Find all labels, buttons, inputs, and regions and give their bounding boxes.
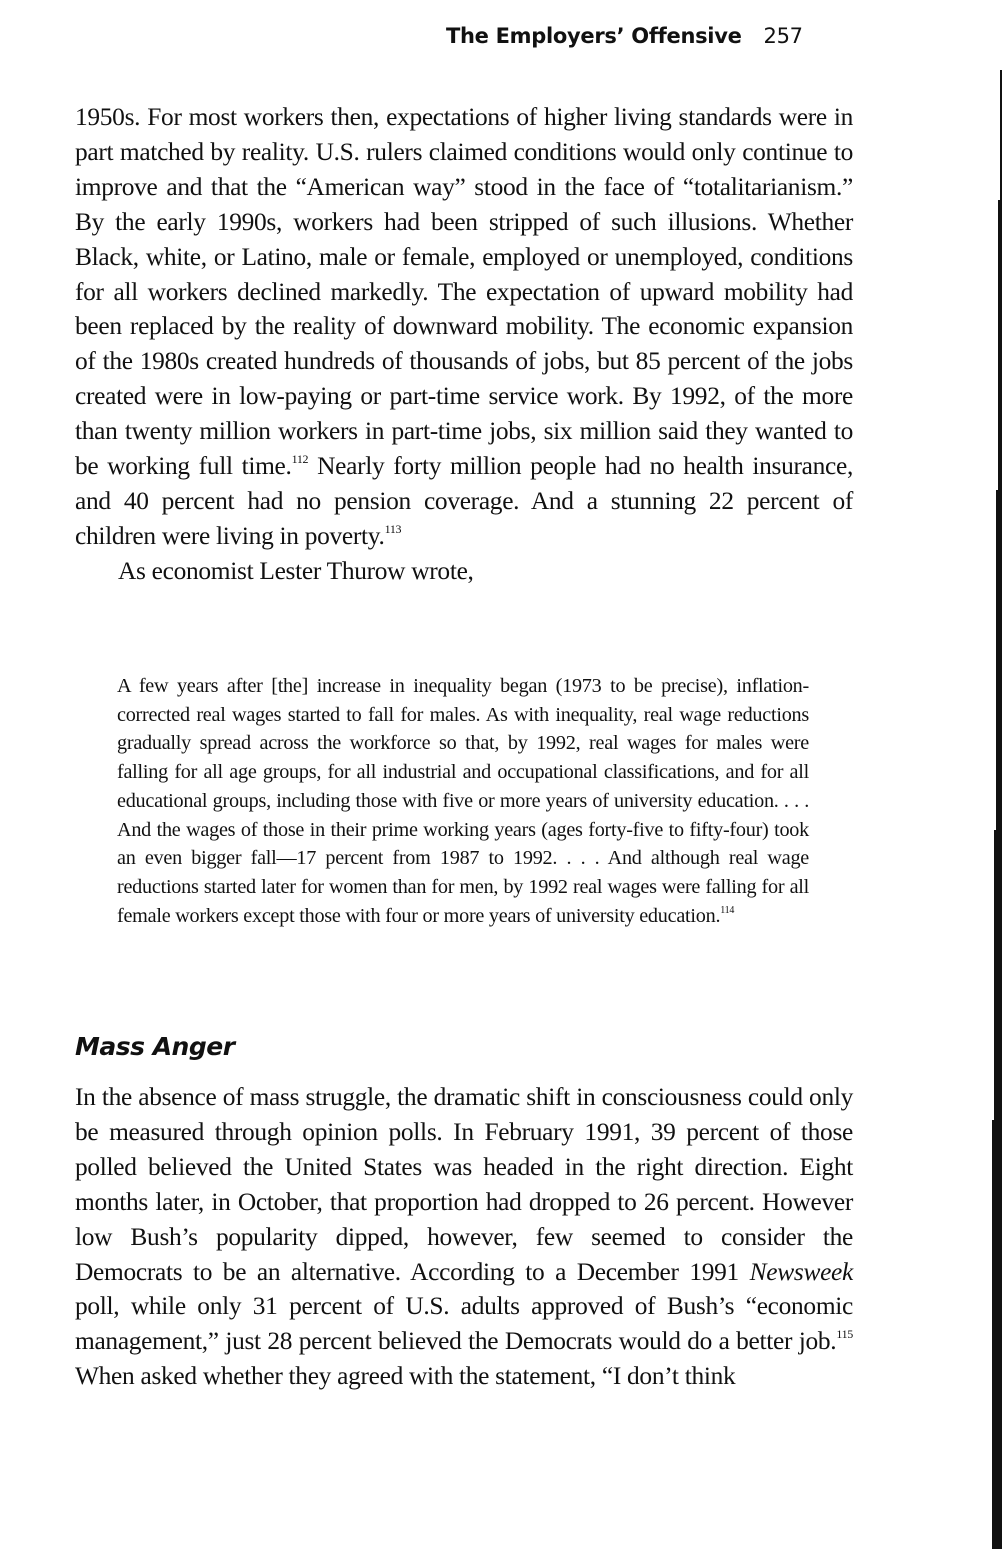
paragraph-text: In the absence of mass struggle, the dramatic shift in consciousness could only be measured through opinion polls. In February 1991, 39 percent of those polled believed the United States was headed in the right direction. Eight months later, in October, that proportion had dropped to 26 percent. However low Bush’s popularity dipped, however, few seemed to consider the Democrats to be an alternative. According to a December 1991: [75, 1083, 853, 1286]
footnote-marker: 115: [836, 1327, 853, 1342]
page-number: 257: [763, 24, 803, 48]
block-quote: [117, 672, 809, 930]
quote-paragraph: [117, 672, 809, 930]
quote-intro: As economist Lester Thurow wrote,: [118, 556, 474, 585]
paragraph-text: Nearly forty million people had no health insurance, and 40 percent had no pension coverage. And a stunning 22 percent of children were living in poverty.: [75, 452, 853, 550]
section-heading: Mass Anger: [75, 1032, 235, 1061]
paragraph-text: 1950s. For most workers then, expectations of higher living standards were in part matched by reality. U.S. rulers claimed conditions would only continue to improve and that the “American way” stood in the face of “totalitarianism.” By the early 1990s, workers had been stripped of such illusions. Whether Black, white, or Latino, male or female, employed or unemployed, conditions for all workers declined markedly. The expectation of upward mobility had been replaced by the reality of downward mobility. The economic expansion of the 1980s created hundreds of thousands of jobs, but 85 percent of the jobs created were in low-paying or part-time service work. By 1992, of the more than twenty million workers in part-time jobs, six million said they wanted to be working full time.: [75, 103, 853, 481]
footnote-marker: 112: [291, 452, 309, 467]
footnote-marker: 113: [384, 521, 402, 536]
paragraph-text: poll, while only 31 percent of U.S. adults approved of Bush’s “economic management,” just 28 percent believed the Democrats would do a better job.: [75, 1292, 853, 1356]
footnote-marker: 114: [720, 904, 735, 916]
running-head: [446, 24, 856, 58]
body-text-bottom: [75, 1080, 853, 1394]
running-title: The Employers’ Offensive: [446, 24, 742, 48]
quote-text: A few years after [the] increase in inequality began (1973 to be precise), inflation-corrected real wages started to fall for males. As with inequality, real wage reductions gradually spread across the workforce so that, by 1992, real wages for males were falling for all age groups, for all industrial and occupational classifications, and for all educational groups, including those with five or more years of university education. . . . And the wages of those in their prime working years (ages forty-five to fifty-four) took an even bigger fall—17 percent from 1987 to 1992. . . . And although real wage reductions started later for women than for men, by 1992 real wages were falling for all female workers except those with four or more years of university education.: [117, 675, 809, 927]
body-text-top: [75, 100, 853, 589]
paragraph-continued: [75, 100, 853, 554]
paragraph-text: When asked whether they agreed with the statement, “I don’t think: [75, 1362, 736, 1391]
scan-binding-edge: [986, 70, 1002, 1549]
publication-title: Newsweek: [749, 1257, 853, 1286]
paragraph: [75, 1080, 853, 1394]
